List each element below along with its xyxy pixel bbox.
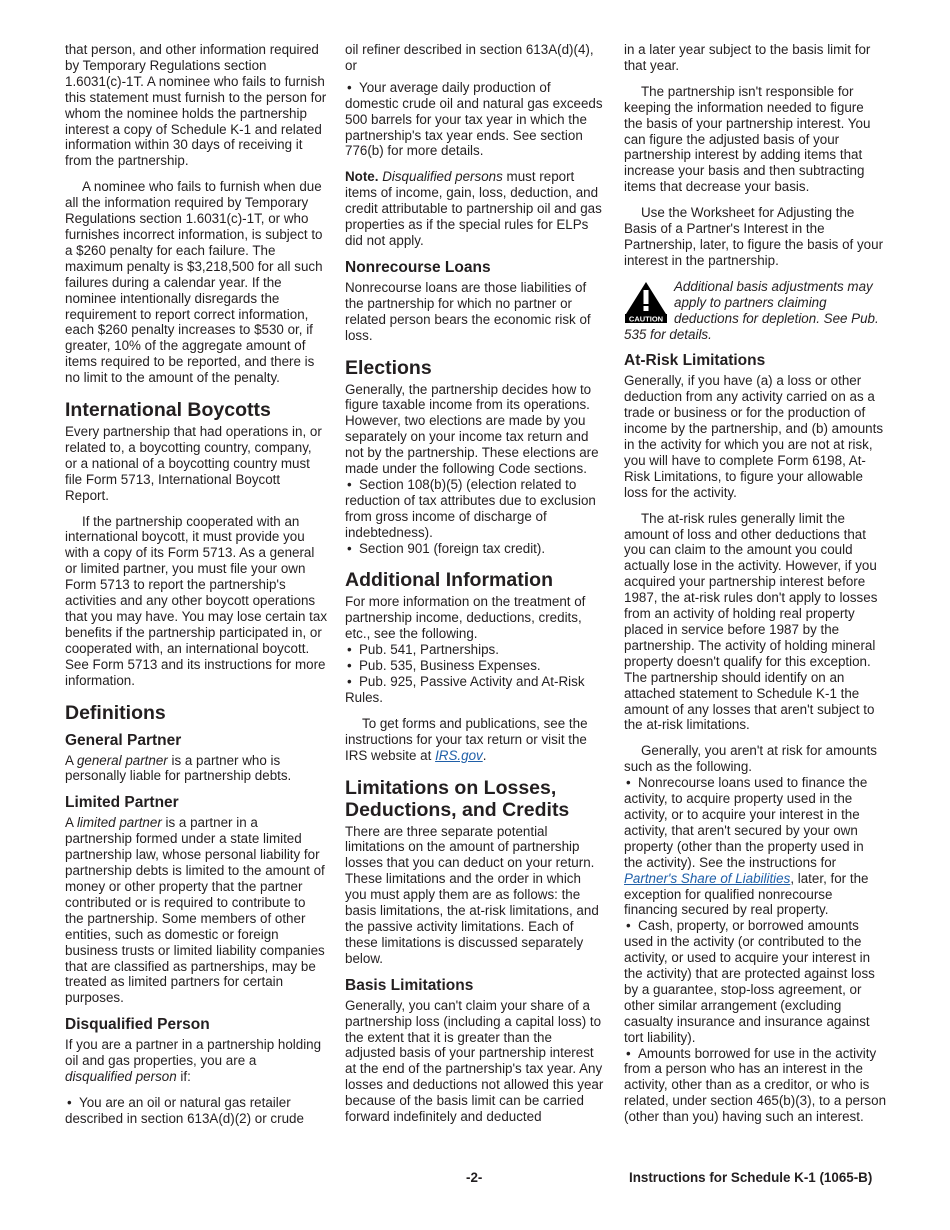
column-3 [624, 42, 886, 1135]
caution-label: CAUTION [628, 314, 664, 323]
note-paragraph: Note. Disqualified persons must report items of income, gain, loss, deduction, and credit attributable to partnership oil and gas properties as if the special rules for ELPs did not apply. [345, 169, 602, 248]
paragraph: Generally, if you have (a) a loss or other deduction from any activity carried on as a trade or business or for the production of income by the partnership, and (b) amounts in the activity for which you are not at risk, you will have to complete Form 6198, At-Risk Limitations, to figure your allowable loss for the activity. [624, 373, 884, 500]
irs-gov-link[interactable]: IRS.gov [435, 747, 483, 763]
heading-basis-limitations: Basis Limitations [345, 976, 474, 994]
heading-limitations: Limitations on Losses, Deductions, and Credits [345, 776, 570, 821]
heading-definitions: Definitions [65, 701, 166, 724]
list-item: • Section 901 (foreign tax credit). [347, 540, 546, 556]
paragraph: in a later year subject to the basis limit for that year. [624, 42, 871, 73]
paragraph: Generally, the partnership decides how to figure taxable income from its operations. However, two elections are made by you separately on your income tax return and not by the partnership. These elections are made under the following Code sections. [345, 381, 599, 477]
heading-elections: Elections [345, 356, 432, 379]
paragraph-disqualified-person: If you are a partner in a partnership holding oil and gas properties, you are a disqualified person if: [65, 1037, 322, 1085]
list-item: • Cash, property, or borrowed amounts used in the activity (or contributed to the activity, or used to acquire your interest in the activity) that are protected against loss by a guarantee, stop-loss agreement, or other similar arrangement (excluding casualty insurance and insurance against tort liability). [624, 918, 875, 1045]
paragraph: There are three separate potential limitations on the amount of partnership losses that you can deduct on your return. These limitations and the order in which you must apply them are as follows: the basis limitations, the at-risk limitations, and the passive activity limitations. Each of these limitations is discussed separately below. [345, 823, 599, 966]
paragraph: Every partnership that had operations in, or related to, a boycotting country, company, or a national of a boycotting country must file Form 5713, International Boycott Report. [65, 424, 322, 503]
paragraph: For more information on the treatment of partnership income, deductions, credits, etc., see the following. [345, 594, 586, 642]
paragraph-general-partner: A general partner is a partner who is personally liable for partnership debts. [65, 752, 292, 784]
bullet-icon: • [67, 1094, 72, 1110]
heading-at-risk-limitations: At-Risk Limitations [624, 352, 766, 370]
heading-limited-partner: Limited Partner [65, 794, 179, 812]
heading-disqualified-person: Disqualified Person [65, 1016, 210, 1034]
heading-general-partner: General Partner [65, 731, 182, 749]
caution-icon [624, 281, 668, 323]
caution-text: Additional basis adjustments may apply to partners claiming deductions for depletion. See Pub. 535 for details. [624, 278, 879, 342]
bullet-icon: • [347, 79, 352, 95]
heading-nonrecourse-loans: Nonrecourse Loans [345, 258, 491, 276]
list-item: • You are an oil or natural gas retailer described in section 613A(d)(2) or crude [65, 1094, 304, 1126]
paragraph: Generally, you can't claim your share of a partnership loss (including a capital loss) to the extent that it is greater than the adjusted basis of your partnership interest at the end of the partnership's tax year. Any losses and deductions not allowed this year because of the basis limit can be carried forward indefinitely and deducted [345, 997, 604, 1125]
form-title: Instructions for Schedule K-1 (1065-B) [629, 1170, 873, 1185]
paragraph: A nominee who fails to furnish when due all the information required by Temporary Regulations section 1.6031(c)-1T, or who furnishes incorrect information, is subject to a $260 penalty for each failure. The maximum penalty is $3,218,500 for all such failures during a calendar year. If the nominee intentionally disregards the requirement to report correct information, each $260 penalty increases to $530 or, if greater, 10% of the aggregate amount of items required to be reported, and there is no limit to the amount of the penalty. [65, 179, 323, 386]
bullet-list-at-risk [624, 775, 886, 1125]
list-item: • Amounts borrowed for use in the activity from a person who has an interest in the activity, other than as a creditor, or who is related, under section 465(b)(3), to a person (other than you) having such an interest. [624, 1045, 887, 1125]
heading-additional-information: Additional Information [345, 569, 553, 592]
column-2 [345, 42, 605, 1135]
heading-international-boycotts: International Boycotts [65, 399, 271, 422]
list-item: • Pub. 541, Partnerships. [347, 642, 499, 658]
paragraph: oil refiner described in section 613A(d)(4), or [345, 42, 594, 73]
paragraph: The at-risk rules generally limit the amount of loss and other deductions that you can claim to the amount you could actually lose in the activity. However, if you acquired your partnership interest before 1987, the at-risk rules don't apply to losses from an activity of holding real property placed in service before 1987 by the partnership. The activity of holding mineral property doesn't qualify for this exception. The partnership should identify on an attached statement to Schedule K-1 the amount of any losses that aren't subject to the at-risk limitations. [624, 510, 878, 733]
bullet-list-publications [345, 642, 605, 706]
paragraph-limited-partner: A limited partner is a partner in a partnership formed under a state limited partnership law, whose personal liability for partnership debts is limited to the amount of money or other property that the partner contributed or is required to contribute to the partnership. Some members of other entities, such as domestic or foreign business trusts or limited liability companies that are classified as partnerships, may be treated as limited partners for certain purposes. [65, 815, 325, 1006]
list-item: • Nonrecourse loans used to finance the activity, to acquire property used in the activity, or to acquire your interest in the activity, that aren't secured by your own property (other than the property used in the activity). See the instructions for Partner's Share of Liabilities, later, for the exception for qualified nonrecourse financing secured by real property. [624, 775, 869, 918]
paragraph: that person, and other information required by Temporary Regulations section 1.6031(c)-1T. A nominee who fails to furnish this statement must furnish to the person for whom the nominee holds the partnership interest a copy of Schedule K-1 and related information within 30 days of receiving it from the partnership. [65, 42, 327, 169]
partners-share-liabilities-link[interactable]: Partner's Share of Liabilities [624, 870, 791, 886]
paragraph: Nonrecourse loans are those liabilities of the partnership for which no partner or related person bears the economic risk of loss. [345, 279, 591, 343]
paragraph: If the partnership cooperated with an international boycott, it must provide you with a copy of its Form 5713. As a general or limited partner, you must file your own Form 5713 to report the partnership's activities and any other boycott operations that you may have. You may lose certain tax benefits if the partnership participated in, or cooperated with, an international boycott. See Form 5713 and its instructions for more information. [65, 513, 328, 688]
column-1 [65, 42, 327, 1137]
page-number: -2- [466, 1170, 483, 1185]
paragraph: Use the Worksheet for Adjusting the Basis of a Partner's Interest in the Partnership, later, to figure the basis of your interest in the partnership. [624, 205, 884, 268]
bullet-list [345, 80, 605, 160]
paragraph-forms: To get forms and publications, see the instructions for your tax return or visit the IRS website at IRS.gov. [345, 715, 588, 763]
caution-box [624, 279, 886, 343]
list-item: • Section 108(b)(5) (election related to reduction of tax attributes due to exclusion from gross income of discharge of indebtedness). [345, 476, 596, 540]
paragraph: Generally, you aren't at risk for amounts such as the following. [624, 743, 878, 775]
list-item: • Pub. 925, Passive Activity and At-Risk Rules. [345, 674, 585, 705]
paragraph: The partnership isn't responsible for keeping the information needed to figure the basis of your partnership interest. You can figure the adjusted basis of your partnership interest by adding items that increase your basis and then subtracting items that decrease your basis. [624, 83, 871, 195]
list-item: • Pub. 535, Business Expenses. [347, 658, 541, 674]
list-item: • Your average daily production of domestic crude oil and natural gas exceeds 500 barrels for your tax year in which the partnership's tax year ends. See section 776(b) for more details. [345, 79, 603, 159]
bullet-list-elections [345, 477, 605, 557]
bullet-list [65, 1095, 327, 1127]
